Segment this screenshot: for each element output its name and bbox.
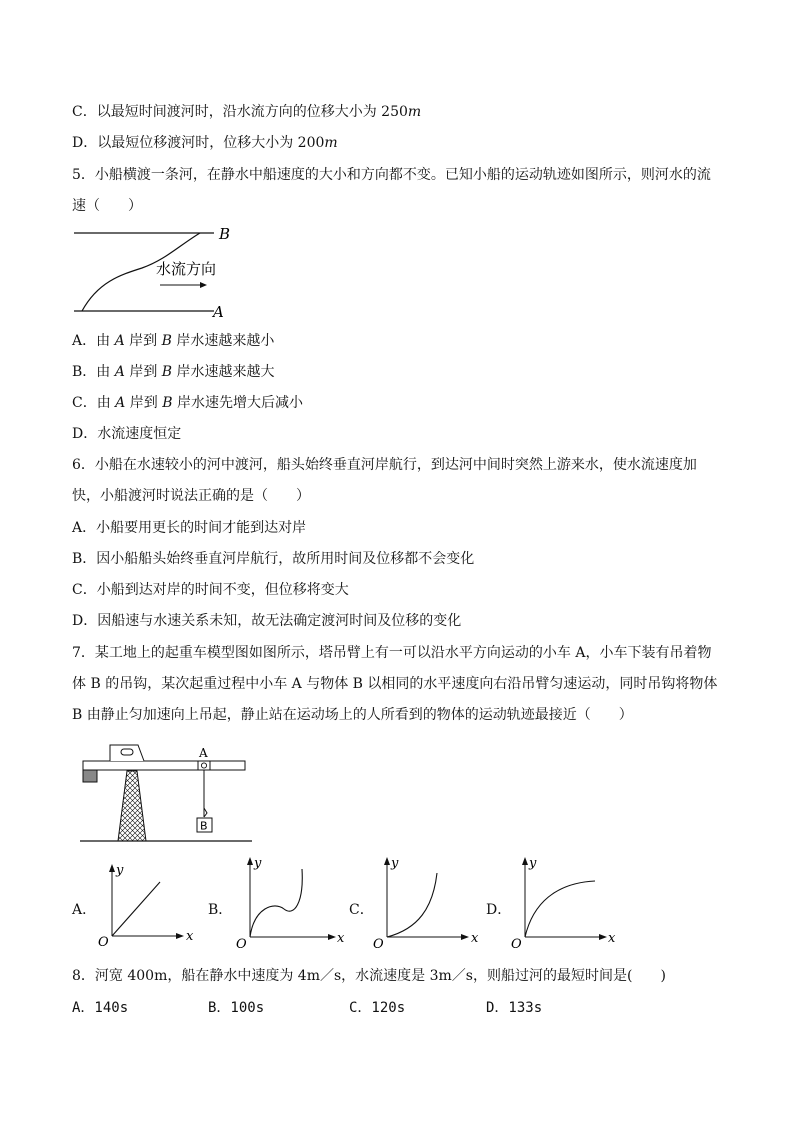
svg-text:y: y <box>254 856 262 871</box>
svg-text:y: y <box>529 856 537 871</box>
svg-text:x: x <box>608 931 616 946</box>
q8-option-d: D．133s <box>486 1000 543 1016</box>
svg-text:x: x <box>471 931 479 946</box>
crane-label-b: B <box>200 819 208 833</box>
q4-option-c <box>72 102 421 122</box>
q8-option-c: C．120s <box>349 1000 406 1016</box>
trajectory-concave-down <box>525 881 595 937</box>
q6-option-a: A．小船要用更长的时间才能到达对岸 <box>72 520 307 536</box>
svg-text:O: O <box>373 937 384 950</box>
svg-text:O: O <box>236 937 247 950</box>
crane-arm <box>83 761 245 770</box>
svg-text:x: x <box>337 931 345 946</box>
q4-option-d <box>72 133 338 153</box>
svg-text:O: O <box>511 937 522 950</box>
svg-text:y: y <box>116 863 124 878</box>
trajectory-s-curve <box>250 869 302 937</box>
q4-option-c-unit: m <box>407 104 422 120</box>
q8-stem: 8．河宽 400m，船在静水中速度为 4m／s，水流速度是 3m／s，则船过河的最短时间是( ) <box>72 968 666 984</box>
q4-option-d-text: D．以最短位移渡河时，位移大小为 200 <box>72 135 325 151</box>
q7-option-b-graph <box>236 853 351 950</box>
q5-river-figure <box>70 220 240 320</box>
q7-stem-line2: 体 B 的吊钩，某次起重过程中小车 A 与物体 B 以相同的水平速度向右沿吊臂匀速运动，同时吊钩将物体 <box>72 676 718 692</box>
flow-direction-label: 水流方向 <box>156 260 217 278</box>
q5-option-b: B．由 A 岸到 B 岸水速越来越大 <box>72 364 275 380</box>
q6-option-d: D．因船速与水速关系未知，故无法确定渡河时间及位移的变化 <box>72 613 462 629</box>
q6-option-c: C．小船到达对岸的时间不变，但位移将变大 <box>72 582 349 598</box>
pulley <box>201 763 206 768</box>
q7-option-d-label: D． <box>486 902 512 918</box>
q7-crane-figure <box>80 738 255 848</box>
q4-option-c-text: C．以最短时间渡河时，沿水流方向的位移大小为 250 <box>72 104 408 120</box>
q7-option-b-label: B． <box>208 902 233 918</box>
q6-stem-line2: 快，小船渡河时说法正确的是（ ） <box>72 488 310 504</box>
counterweight <box>83 770 97 782</box>
q5-stem-line2: 速（ ） <box>72 198 142 214</box>
label-b: B <box>219 225 231 243</box>
q7-option-a-label: A． <box>72 902 97 918</box>
label-a: A <box>213 303 224 320</box>
q7-option-a-graph <box>98 860 198 950</box>
q6-option-b: B．因小船船头始终垂直河岸航行，故所用时间及位移都不会变化 <box>72 551 475 567</box>
q5-stem-line1: 5．小船横渡一条河，在静水中船速度的大小和方向都不变。已知小船的运动轨迹如图所示，则河水的流 <box>72 167 711 183</box>
q7-stem-line3: B 由静止匀加速向上吊起，静止站在运动场上的人所看到的物体的运动轨迹最接近（ ） <box>72 707 633 723</box>
q5-option-d: D．水流速度恒定 <box>72 426 182 442</box>
cab-window <box>121 749 133 755</box>
trajectory-straight-line <box>112 882 160 936</box>
svg-text:O: O <box>98 935 109 950</box>
q7-option-d-graph <box>511 853 621 950</box>
crane-label-a: A <box>199 746 208 760</box>
q7-option-c-graph <box>373 853 483 950</box>
trajectory-concave-up <box>387 873 437 937</box>
svg-text:x: x <box>186 929 194 944</box>
q6-stem-line1: 6．小船在水速较小的河中渡河，船头始终垂直河岸航行，到达河中间时突然上游来水，使水流速度加 <box>72 457 697 473</box>
q8-option-b: B．100s <box>208 1000 265 1016</box>
q5-option-c: C．由 A 岸到 B 岸水速先增大后减小 <box>72 395 303 411</box>
q4-option-d-unit: m <box>324 135 338 151</box>
crane-tower <box>118 771 146 841</box>
q8-option-a: A．140s <box>72 1000 129 1016</box>
q7-stem-line1: 7．某工地上的起重车模型图如图所示，塔吊臂上有一可以沿水平方向运动的小车 A，小车下装有吊着物 <box>72 645 712 661</box>
svg-text:y: y <box>391 856 399 871</box>
q7-option-c-label: C． <box>349 902 374 918</box>
q5-option-a: A．由 A 岸到 B 岸水速越来越小 <box>72 333 275 349</box>
